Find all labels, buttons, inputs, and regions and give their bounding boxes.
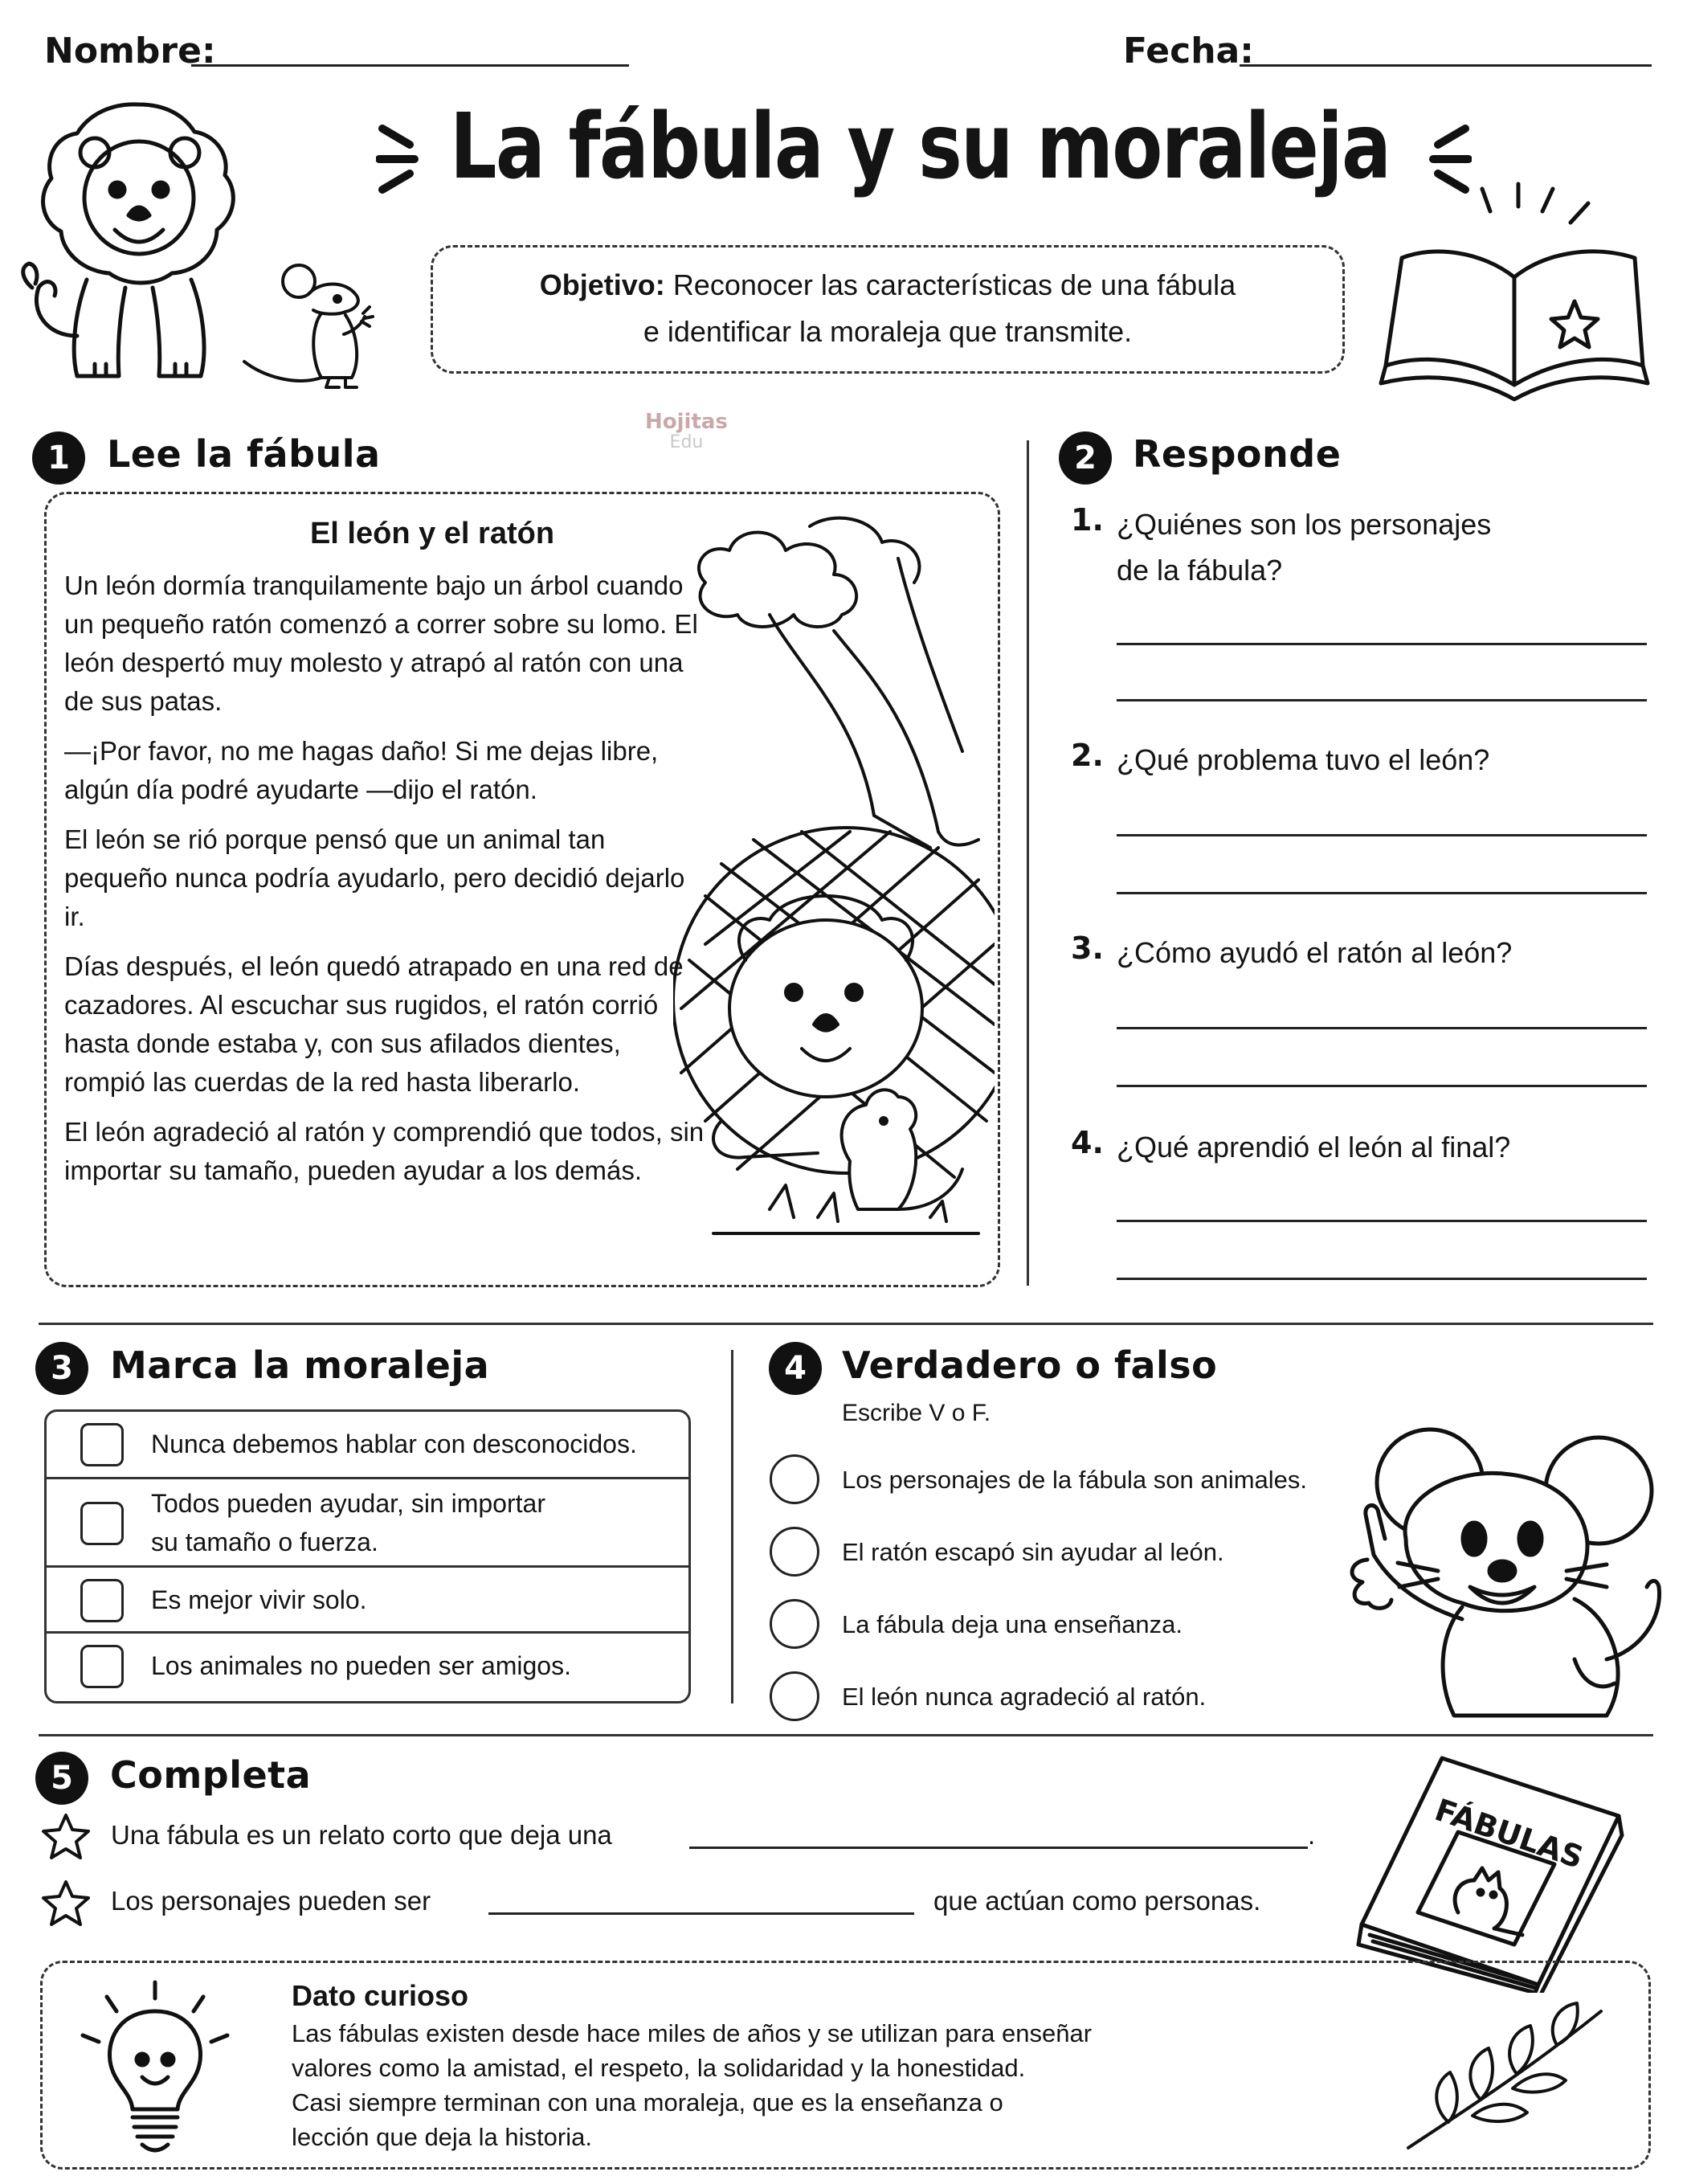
divider-horizontal-2 [39,1734,1653,1736]
tree-lion-net-icon [673,510,995,1274]
date-input-line[interactable] [1240,64,1652,67]
star-icon [40,1879,92,1927]
true-false-statement-2: El ratón escapó sin ayudar al león. [842,1538,1224,1566]
complete-sentence-2-start: Los personajes pueden ser [111,1886,431,1916]
question-1-line-1: ¿Quiénes son los personajes [1117,508,1492,541]
section-3-title: Marca la moraleja [110,1344,490,1387]
moral-checkbox-3[interactable] [80,1579,124,1622]
mouse-icon [241,257,394,394]
name-input-line[interactable] [191,64,629,67]
page-title: La fábula y su moraleja [450,95,1391,199]
fun-fact-title: Dato curioso [292,1979,469,2012]
fable-box [44,492,1000,1287]
section-1-title: Lee la fábula [107,432,381,476]
moral-option-1[interactable] [47,1412,688,1479]
fun-fact-box [40,1961,1651,2170]
complete-sentence-1-end: . [1308,1820,1316,1850]
answer-2-line-1[interactable] [1117,834,1647,836]
fable-paragraph-2: —¡Por favor, no me hagas daño! Si me dejas libre, algún día podré ayudarte —dijo el ratón. [64,736,659,804]
question-4-line-1: ¿Qué aprendió el león al final? [1117,1131,1511,1164]
fable-text [64,566,707,1201]
lion-icon [14,95,263,392]
answer-4-line-2[interactable] [1117,1278,1647,1280]
section-4-badge: 4 [769,1342,822,1395]
moral-option-3[interactable] [47,1568,688,1634]
fable-paragraph-1: Un león dormía tranquilamente bajo un árbol cuando un pequeño ratón comenzó a correr sobre su lomo. El león despertó muy molesto y atrapó al ratón con una de sus patas. [64,571,698,716]
sparkle-left-icon [376,112,432,201]
fable-title: El león y el ratón [309,517,555,550]
moral-checkbox-1[interactable] [80,1423,124,1466]
answer-3-line-1[interactable] [1117,1027,1647,1029]
section-2-title: Responde [1133,432,1342,476]
moral-option-1-text: Nunca debemos hablar con desconocidos. [151,1429,637,1458]
question-1-line-2: de la fábula? [1117,554,1283,587]
true-false-answer-4[interactable] [770,1671,819,1721]
divider-vertical-bottom [731,1350,733,1703]
objective-box [431,245,1345,374]
moral-checkbox-2[interactable] [80,1502,124,1545]
moral-option-2-line-2: su tamaño o fuerza. [151,1528,378,1556]
fables-book-label: FÁBULAS [1430,1792,1588,1876]
objective-text-1: Reconocer las características de una fábula [672,268,1236,301]
complete-blank-2[interactable] [488,1912,914,1915]
question-4-number: 4. [1071,1125,1104,1160]
objective-label: Objetivo: [539,268,665,301]
watermark-brand [645,411,728,453]
fables-book-icon [1354,1752,1627,1993]
open-book-icon [1378,181,1651,414]
true-false-statement-1: Los personajes de la fábula son animales. [842,1466,1308,1494]
moral-option-2-line-1: Todos pueden ayudar, sin importar [151,1489,545,1518]
date-label: Fecha: [1123,31,1254,72]
answer-4-line-1[interactable] [1117,1220,1647,1222]
moral-option-4-text: Los animales no pueden ser amigos. [151,1651,571,1680]
true-false-answer-2[interactable] [770,1527,819,1577]
fable-paragraph-5: El león agradeció al ratón y comprendió que todos, sin importar su tamaño, pueden ayudar a los demás. [64,1117,705,1185]
complete-sentence-2-end: que actúan como personas. [933,1886,1261,1916]
answer-2-line-2[interactable] [1117,892,1647,894]
section-3-badge: 3 [35,1342,88,1395]
true-false-instruction: Escribe V o F. [842,1400,991,1426]
section-5-badge: 5 [35,1752,88,1805]
answer-1-line-2[interactable] [1117,699,1647,701]
lightbulb-icon [75,1979,235,2164]
answer-3-line-2[interactable] [1117,1085,1647,1087]
question-1-number: 1. [1071,502,1104,538]
watermark-brand-1: Hojitas [645,410,728,434]
section-2-badge: 2 [1059,431,1112,485]
section-5-title: Completa [110,1753,312,1797]
divider-horizontal-1 [39,1323,1653,1325]
answer-1-line-1[interactable] [1117,643,1647,645]
section-1-badge: 1 [32,431,85,485]
question-2-number: 2. [1071,738,1104,773]
fun-fact-line-4: lección que deja la historia. [292,2123,592,2151]
true-false-statement-4: El león nunca agradeció al ratón. [842,1683,1207,1711]
watermark-brand-2: Edu [669,432,704,452]
objective-text-2: e identificar la moraleja que transmite. [643,315,1133,348]
question-3-line-1: ¿Cómo ayudó el ratón al león? [1117,936,1513,969]
divider-vertical-top [1027,440,1029,1286]
complete-sentence-1-start: Una fábula es un relato corto que deja una [111,1820,612,1850]
complete-blank-1[interactable] [689,1847,1308,1849]
moral-checkbox-4[interactable] [80,1645,124,1688]
moral-option-3-text: Es mejor vivir solo. [151,1585,367,1614]
true-false-answer-3[interactable] [770,1599,819,1649]
fable-paragraph-4: Días después, el león quedó atrapado en una red de cazadores. Al escuchar sus rugidos, el ratón corrió hasta donde estaba y, con sus afilados dientes, rompió las cuerdas de la red hasta liberarlo. [64,951,684,1097]
fun-fact-line-2: valores como la amistad, el respeto, la solidaridad y la honestidad. [292,2054,1026,2082]
leaf-branch-icon [1400,1995,1625,2156]
fable-paragraph-3: El león se rió porque pensó que un animal tan pequeño nunca podría ayudarlo, pero decidió dejarlo ir. [64,824,685,931]
moral-option-2[interactable] [47,1479,688,1568]
name-label: Nombre: [44,31,216,72]
star-icon [40,1812,92,1860]
fun-fact-line-3: Casi siempre terminan con una moraleja, que es la enseñanza o [292,2088,1003,2117]
pointing-mouse-icon [1342,1418,1671,1724]
true-false-statement-3: La fábula deja una enseñanza. [842,1610,1183,1638]
moral-option-4[interactable] [47,1634,688,1701]
moral-options-box [44,1409,691,1703]
section-4-title: Verdadero o falso [842,1344,1218,1387]
question-2-line-1: ¿Qué problema tuvo el león? [1117,743,1490,776]
question-3-number: 3. [1071,930,1104,966]
fun-fact-line-1: Las fábulas existen desde hace miles de años y se utilizan para enseñar [292,2019,1093,2047]
true-false-answer-1[interactable] [770,1454,819,1504]
